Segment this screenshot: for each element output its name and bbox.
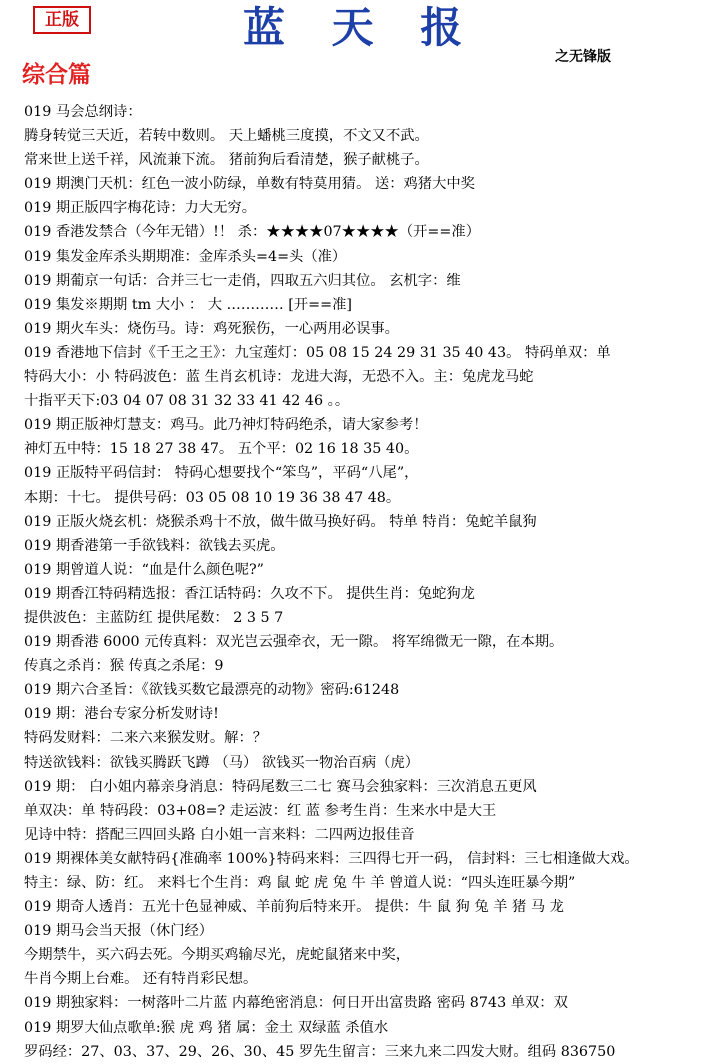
text-line: 019 期曾道人说：“血是什么颜色呢?” (24, 561, 264, 578)
section-title: 综合篇 (22, 62, 91, 88)
text-line: 传真之杀肖：猴 传真之杀尾：9 (24, 658, 224, 675)
text-line: 本期：十七。 提供号码：03 05 08 10 19 36 38 47 48。 (24, 489, 401, 506)
edition-label: 之无锋版 (555, 49, 611, 65)
text-line: 常来世上送千祥，风流兼下流。 猪前狗后看清楚，猴子献桃子。 (24, 152, 429, 169)
text-line: 019 期奇人透肖：五光十色显神威、羊前狗后特来开。 提供：牛 鼠 狗 兔 羊 猪 马 龙 (24, 899, 564, 916)
text-line: 019 期独家料：一树落叶二片蓝 内幕绝密消息：何日开出富贵路 密码 8743 单双：双 (24, 995, 568, 1012)
text-line: 019 期： 白小姐内幕亲身消息：特码尾数三二七 赛马会独家料：三次消息五更风 (24, 778, 537, 795)
article-lines (24, 100, 710, 1064)
text-line: 罗码经：27、03、37、29、26、30、45 罗先生留言：三来九来二四发大财。组码 836750 (24, 1043, 616, 1060)
text-line: 019 正版火烧玄机：烧猴杀鸡十不放，做牛做马换好码。 特单 特肖：兔蛇羊鼠狗 (24, 513, 537, 530)
text-line: 十指平天下:03 04 07 08 31 32 33 41 42 46 。。 (24, 393, 350, 410)
text-line: 019 期葡京一句话：合并三七一走俏，四取五六归其位。 玄机字：维 (24, 272, 461, 289)
text-line: 提供波色：主蓝防红 提供尾数： 2 3 5 7 (24, 609, 284, 626)
text-line: 019 期火车头：烧伤马。诗：鸡死猴伤，一心两用必误事。 (24, 320, 399, 337)
text-line: 今期禁牛，买六码去死。今期买鸡输尽光，虎蛇鼠猪来中奖， (24, 947, 411, 964)
text-line: 019 集发金库杀头期期准：金库杀头=4=头（准） (24, 248, 347, 265)
text-line: 牛肖今期上台难。 还有特肖彩民想。 (24, 971, 258, 988)
text-line: 单双决：单 特码段：03+08=? 走运波：红 蓝 参考生肖：生来水中是大王 (24, 802, 497, 819)
text-line: 019 期香港第一手欲钱料：欲钱去买虎。 (24, 537, 285, 554)
text-line: 腾身转觉三天近，若转中数则。 天上蟠桃三度摸，不文又不武。 (24, 128, 429, 145)
text-line: 019 集发※期期 tm 大小 ： 大 ………… [开==准] (24, 296, 352, 313)
text-line: 019 期六合圣旨：《欲钱买数它最漂亮的动物》密码:61248 (24, 682, 400, 699)
text-line: 特码大小：小 特码波色：蓝 生肖玄机诗：龙进大海，无恐不入。主：兔虎龙马蛇 (24, 369, 534, 386)
text-line: 019 期：港台专家分析发财诗! (24, 706, 219, 723)
text-line: 019 期香江特码精选报：香江话特码：久攻不下。 提供生肖：兔蛇狗龙 (24, 585, 475, 602)
text-line: 019 香港地下信封《千王之王》：九宝莲灯：05 08 15 24 29 31 35 40 43。 特码单双：单 (24, 344, 611, 361)
text-line: 特码发财料：二来六来猴发财。解：？ (24, 730, 268, 747)
text-line: 见诗中特：搭配三四回头路 白小姐一言来料：二四两边报佳音 (24, 826, 415, 843)
text-line: 019 马会总纲诗： (24, 104, 142, 120)
text-line: 019 期正版神灯慧支：鸡马。此乃神灯特码绝杀，请大家参考！ (24, 417, 428, 434)
genuine-edition-badge: 正版 (33, 6, 91, 34)
text-line: 019 期正版四字梅花诗：力大无穷。 (24, 200, 256, 217)
text-line: 特主：绿、防：红。 来料七个生肖：鸡 鼠 蛇 虎 兔 牛 羊 曾道人说：“四头连旺暴今期” (24, 875, 576, 891)
text-line: 019 香港发禁合（今年无错）!！ 杀：★★★★07★★★★（开==准） (24, 224, 480, 241)
text-line: 019 期澳门天机：红色一波小防绿，单数有特莫用猜。 送：鸡猪大中奖 (24, 176, 475, 193)
text-line: 019 期马会当天报（休门经） (24, 923, 214, 940)
text-line: 特送欲钱料：欲钱买腾跃飞蹲 （马） 欲钱买一物治百病（虎） (24, 754, 420, 771)
text-line: 019 正版特平码信封： 特码心想要找个“笨鸟”，平码“八尾”， (24, 465, 419, 482)
text-line: 019 期裸体美女献特码{准确率 100%}特码来料：三四得七开一码， 信封料：三七相逢做大戏。 (24, 850, 639, 867)
newspaper-title: 蓝 天 报 (243, 3, 479, 52)
text-line: 神灯五中特：15 18 27 38 47。 五个平：02 16 18 35 40。 (24, 441, 419, 458)
text-line: 019 期香港 6000 元传真料：双光岂云强牵衣，无一隙。 将军绵微无一隙，在本期。 (24, 634, 564, 651)
text-line: 019 期罗大仙点歌单:猴 虎 鸡 猪 属：金土 双绿蓝 杀值水 (24, 1019, 389, 1036)
